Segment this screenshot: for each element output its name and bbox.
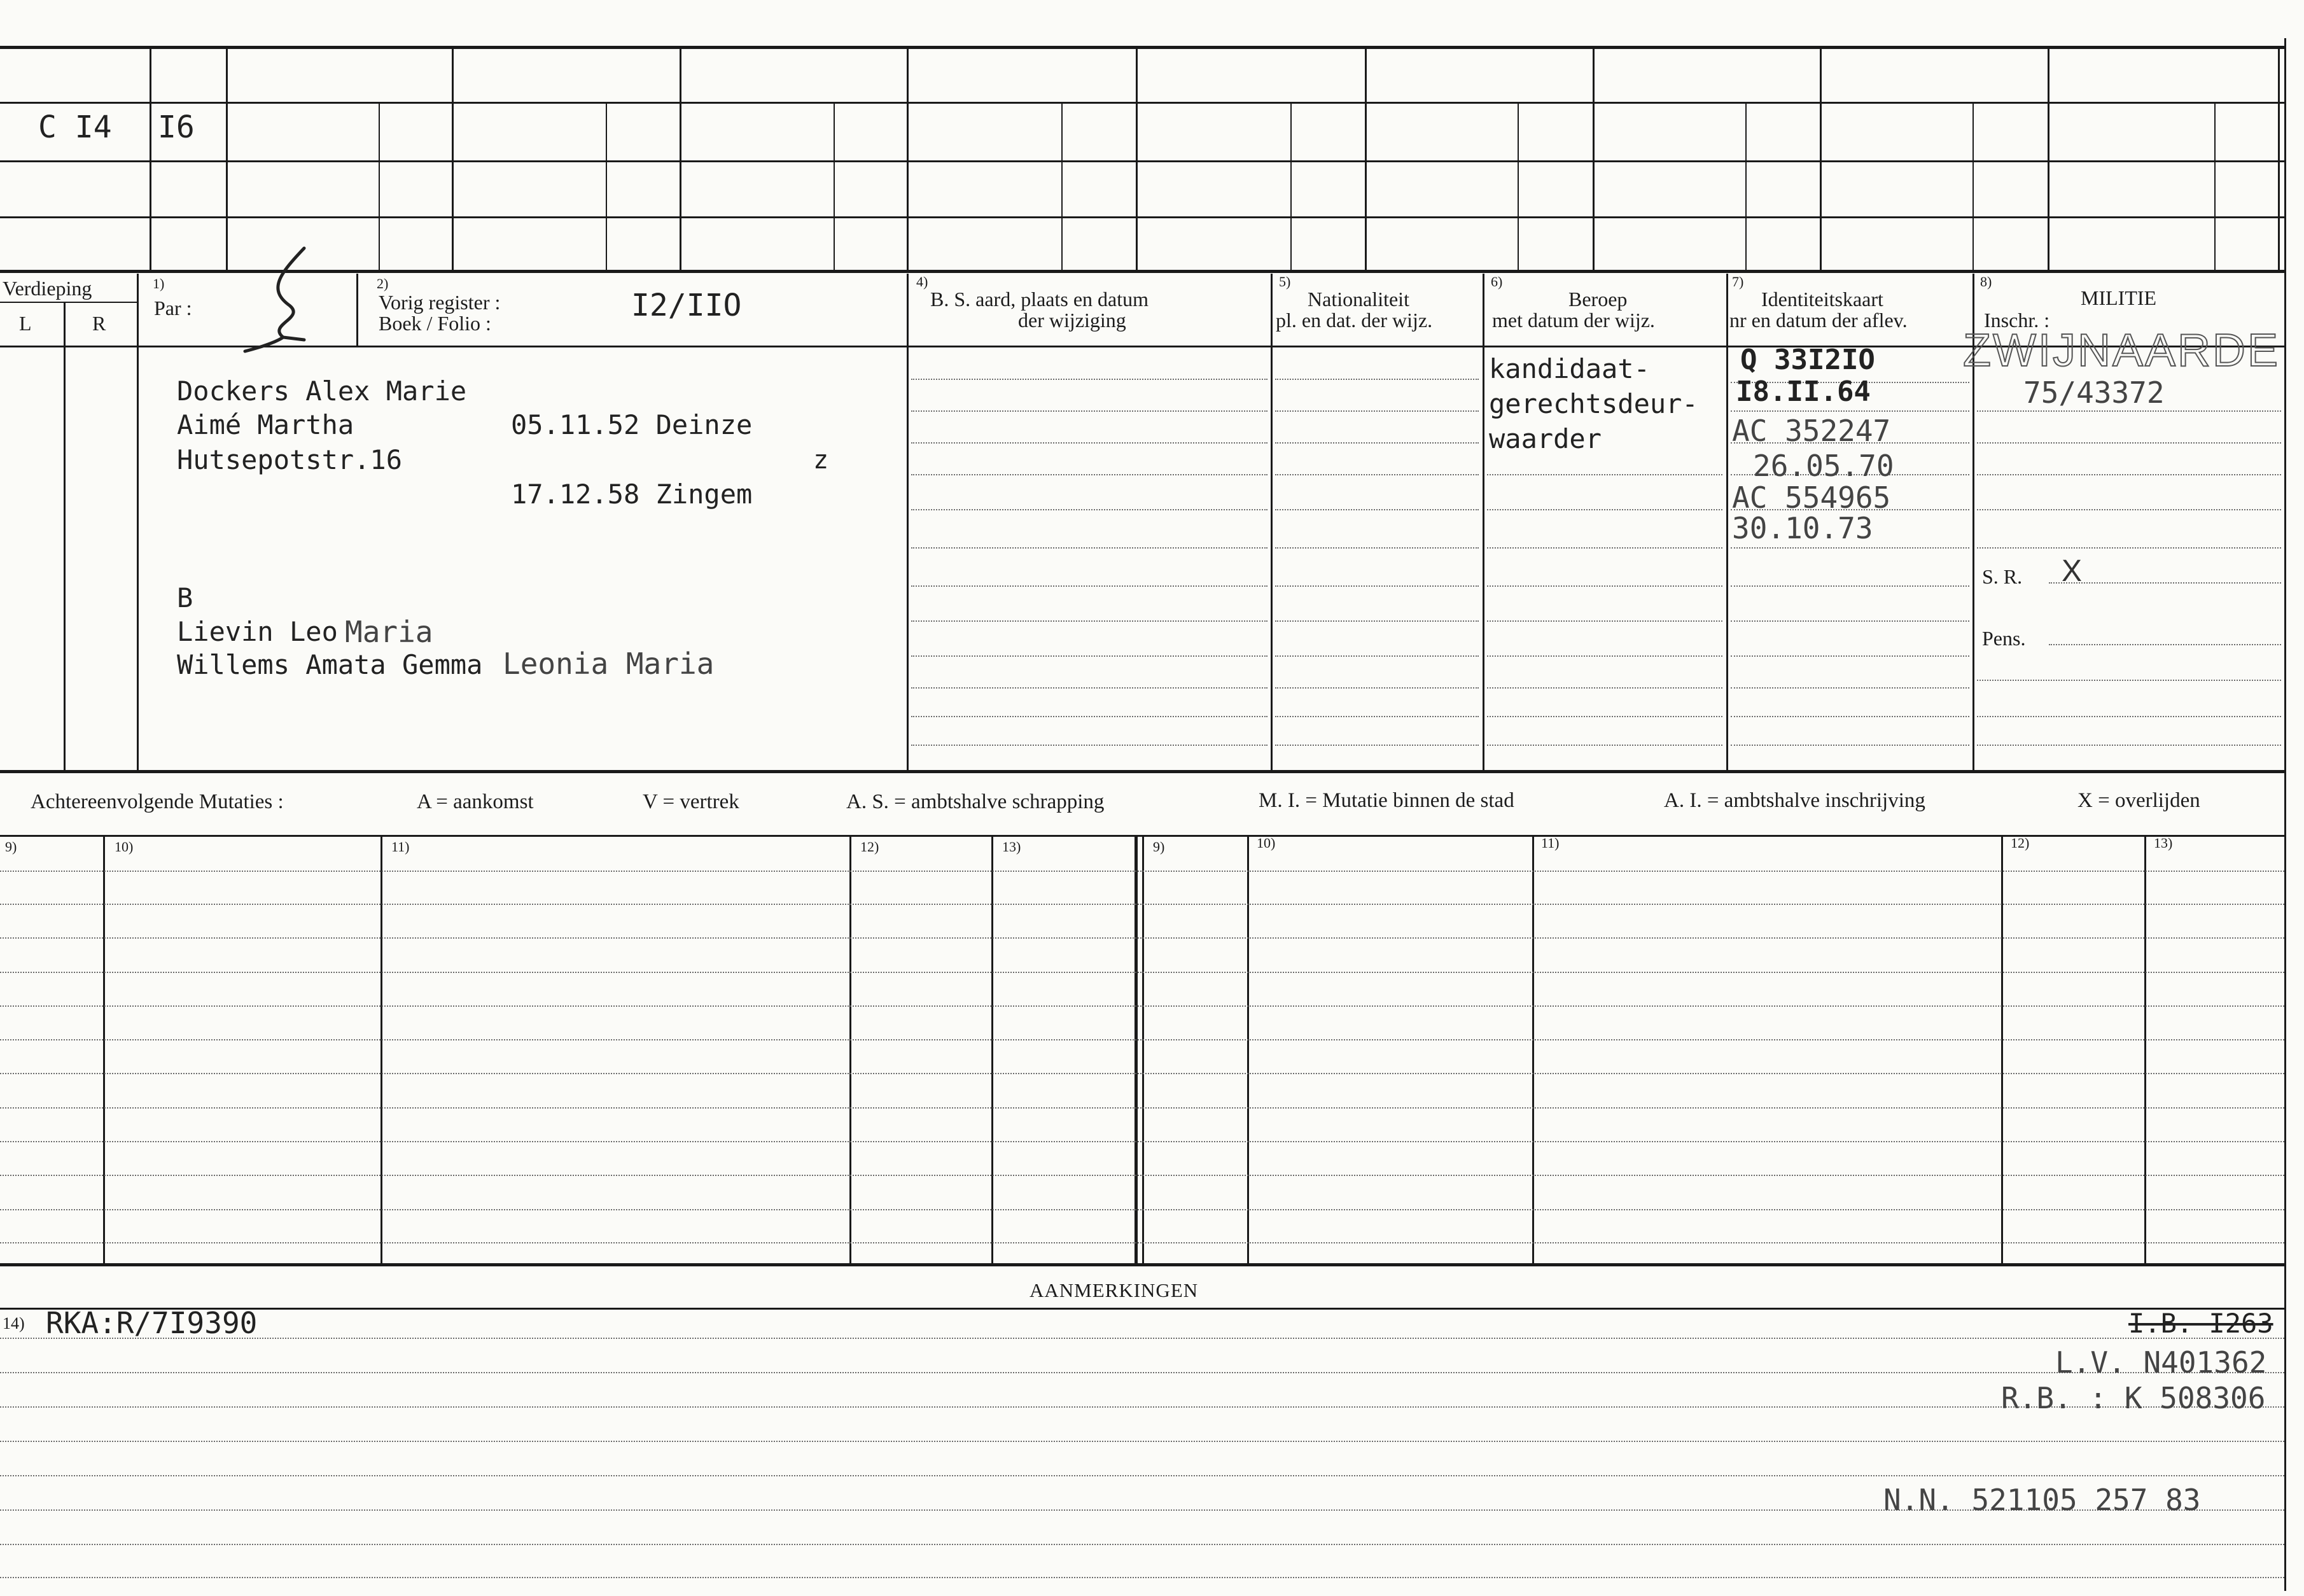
bs-label-1: B. S. aard, plaats en datum bbox=[930, 288, 1149, 311]
person-b: B bbox=[177, 582, 193, 613]
bs-label-2: der wijziging bbox=[1018, 309, 1126, 332]
c1-num: 1) bbox=[153, 276, 165, 291]
c8-num: 8) bbox=[1980, 274, 1992, 290]
nationaliteit-label-1: Nationaliteit bbox=[1308, 288, 1409, 311]
card-code: C I4 bbox=[38, 109, 112, 145]
mut-right-13: 13) bbox=[2154, 835, 2173, 851]
legend-x: X = overlijden bbox=[2077, 789, 2200, 812]
person-father-add: Maria bbox=[345, 615, 433, 649]
sr-value: X bbox=[2062, 554, 2083, 588]
militie-label: MILITIE bbox=[2081, 286, 2157, 309]
nn-number: N.N. 521105 257 83 bbox=[1883, 1483, 2201, 1517]
beroep-label-2: met datum der wijz. bbox=[1492, 309, 1655, 332]
lv-number: L.V. N401362 bbox=[2055, 1345, 2267, 1380]
mut-left-13: 13) bbox=[1002, 839, 1021, 855]
person-name: Dockers Alex Marie bbox=[177, 375, 467, 407]
id-card-1: Q 33I2IO bbox=[1740, 344, 1875, 376]
par-label: Par : bbox=[154, 297, 192, 319]
mut-right-9: 9) bbox=[1153, 839, 1165, 855]
sr-label: S. R. bbox=[1982, 565, 2023, 588]
card-number: I6 bbox=[158, 109, 195, 145]
c2-num: 2) bbox=[377, 276, 389, 291]
identiteit-label-1: Identiteitskaart bbox=[1761, 288, 1883, 311]
person-mother-add: Leonia Maria bbox=[503, 647, 715, 681]
remarks-num: 14) bbox=[3, 1314, 25, 1333]
militie-number: 75/43372 bbox=[2023, 375, 2165, 410]
beroep-line-3: waarder bbox=[1489, 423, 1602, 454]
vorig-register-label: Vorig register : bbox=[379, 291, 501, 314]
vorig-register-value: I2/IIO bbox=[631, 288, 742, 323]
col-r-label: R bbox=[92, 312, 106, 335]
legend-v: V = vertrek bbox=[643, 790, 739, 813]
mut-right-10: 10) bbox=[1257, 835, 1276, 851]
rka-number: RKA:R/7I9390 bbox=[46, 1306, 258, 1340]
mut-right-12: 12) bbox=[2011, 835, 2030, 851]
beroep-line-1: kandidaat- bbox=[1489, 353, 1650, 384]
beroep-label-1: Beroep bbox=[1568, 288, 1628, 311]
person-father: Lievin Leo bbox=[177, 616, 338, 647]
c5-num: 5) bbox=[1279, 274, 1291, 290]
id-card-1-date: I8.II.64 bbox=[1736, 375, 1871, 408]
c7-num: 7) bbox=[1732, 274, 1744, 290]
person-arrival: 17.12.58 Zingem bbox=[511, 479, 753, 510]
nationaliteit-label-2: pl. en dat. der wijz. bbox=[1276, 309, 1433, 332]
legend-ai: A. I. = ambtshalve inschrijving bbox=[1664, 789, 1925, 812]
militie-stamp: ZWIJNAARDE bbox=[1963, 325, 2280, 376]
id-card-2-date: 26.05.70 bbox=[1753, 449, 1894, 483]
inschr-label: Inschr. : bbox=[1984, 309, 2050, 332]
mutaties-title: Achtereenvolgende Mutaties : bbox=[31, 790, 284, 813]
aanmerkingen-title: AANMERKINGEN bbox=[1030, 1279, 1199, 1301]
id-card-3: AC 554965 bbox=[1732, 480, 1891, 515]
mut-left-12: 12) bbox=[860, 839, 879, 855]
boek-folio-label: Boek / Folio : bbox=[379, 312, 491, 335]
rb-number: R.B. : K 508306 bbox=[2001, 1381, 2266, 1415]
verdieping-label: Verdieping bbox=[3, 277, 92, 300]
legend-mi: M. I. = Mutatie binnen de stad bbox=[1259, 789, 1514, 812]
mut-left-11: 11) bbox=[391, 839, 410, 855]
col-l-label: L bbox=[19, 312, 32, 335]
beroep-line-2: gerechtsdeur- bbox=[1489, 388, 1698, 419]
id-card-3-date: 30.10.73 bbox=[1732, 511, 1873, 545]
identiteit-label-2: nr en datum der aflev. bbox=[1729, 309, 1908, 332]
person-z: z bbox=[813, 445, 829, 475]
mut-right-11: 11) bbox=[1541, 835, 1560, 851]
person-birth: 05.11.52 Deinze bbox=[511, 409, 753, 440]
person-address: Hutsepotstr.16 bbox=[177, 444, 403, 475]
mut-left-10: 10) bbox=[115, 839, 134, 855]
person-mother: Willems Amata Gemma bbox=[177, 649, 483, 680]
pens-label: Pens. bbox=[1982, 627, 2026, 650]
legend-as: A. S. = ambtshalve schrapping bbox=[846, 790, 1105, 813]
c4-num: 4) bbox=[916, 274, 928, 290]
mut-left-9: 9) bbox=[5, 839, 17, 855]
id-card-2: AC 352247 bbox=[1732, 414, 1891, 448]
c6-num: 6) bbox=[1491, 274, 1503, 290]
person-firstnames: Aimé Martha bbox=[177, 409, 354, 440]
ib-number: I.B. I263 bbox=[2128, 1308, 2273, 1339]
legend-a: A = aankomst bbox=[417, 790, 534, 813]
